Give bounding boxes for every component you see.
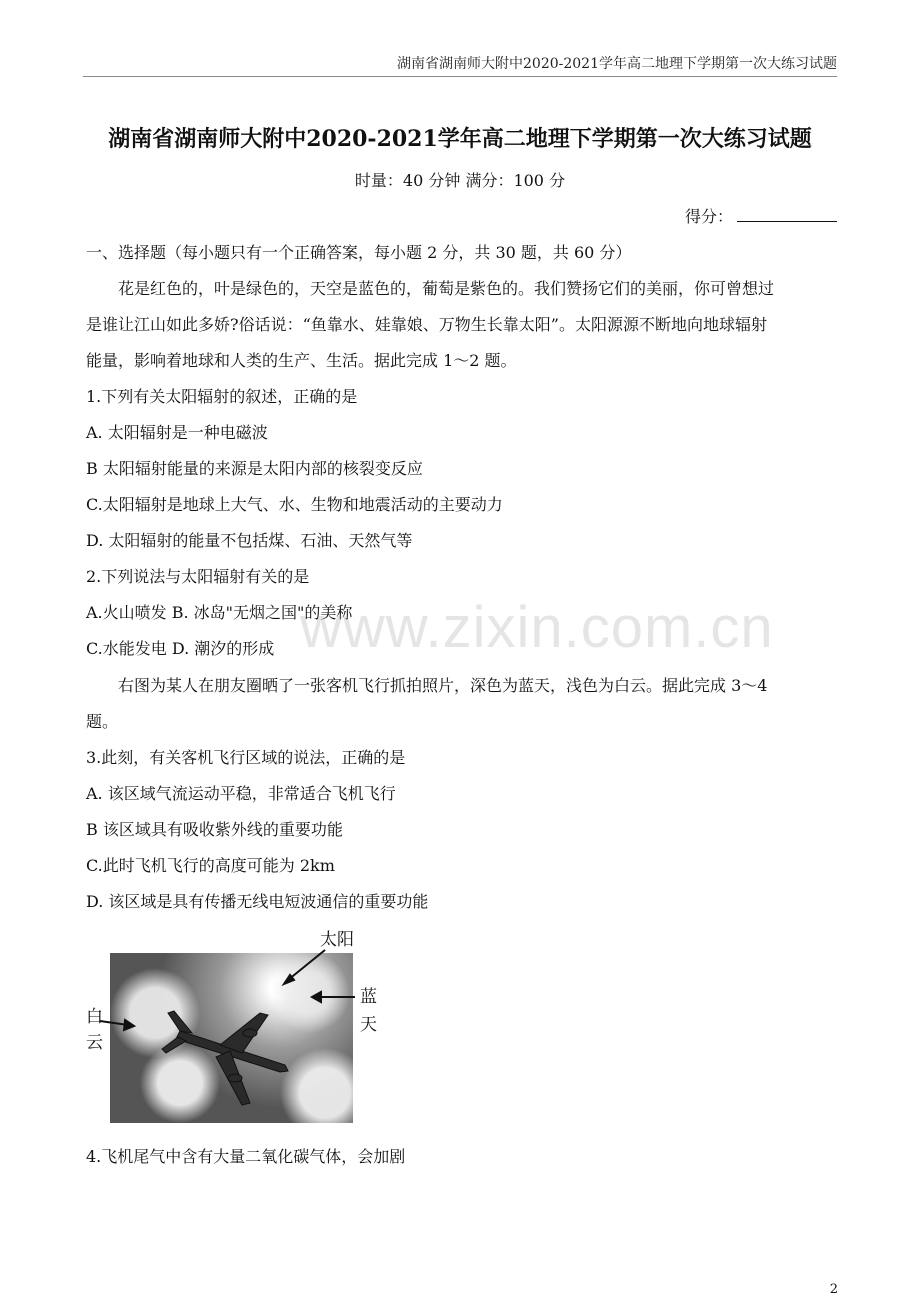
label-sun: 太阳: [320, 930, 354, 950]
passage2-line1: 右图为某人在朋友圈晒了一张客机飞行抓拍照片，深色为蓝天，浅色为白云。据此完成 3～4: [118, 676, 768, 695]
q1-option-b: B 太阳辐射能量的来源是太阳内部的核裂变反应: [86, 459, 423, 478]
passage1-line2: 是谁让江山如此多娇?俗话说：“鱼靠水、娃靠娘、万物生长靠太阳”。太阳源源不断地向地球辐射: [86, 315, 767, 334]
label-sky-1: 蓝: [360, 987, 377, 1007]
q1-stem: 1.下列有关太阳辐射的叙述，正确的是: [86, 387, 358, 406]
q3-option-b: B 该区域具有吸收紫外线的重要功能: [86, 820, 343, 839]
label-sky-2: 天: [360, 1015, 377, 1035]
q3-stem: 3.此刻，有关客机飞行区域的说法，正确的是: [86, 748, 406, 767]
watermark: www.zixin.com.cn: [300, 595, 774, 660]
running-header: 湖南省湖南师大附中2020-2021学年高二地理下学期第一次大练习试题: [397, 56, 837, 72]
passage1-line3: 能量，影响着地球和人类的生产、生活。据此完成 1～2 题。: [86, 351, 517, 370]
airplane-photo-figure: [80, 925, 390, 1130]
score-field: [685, 204, 837, 227]
score-blank: [737, 207, 837, 222]
q1-option-c: C.太阳辐射是地球上大气、水、生物和地震活动的主要动力: [86, 495, 503, 514]
figure-arrows: [80, 925, 390, 1130]
page-number: 2: [829, 1282, 838, 1297]
score-label: 得分：: [684, 207, 733, 226]
q2-stem: 2.下列说法与太阳辐射有关的是: [86, 567, 310, 586]
section-heading: 一、选择题（每小题只有一个正确答案，每小题 2 分，共 30 题，共 60 分）: [86, 243, 632, 262]
passage1-line1: 花是红色的，叶是绿色的，天空是蓝色的，葡萄是紫色的。我们赞扬它们的美丽，你可曾想过: [118, 279, 775, 298]
q2-options-cd: C.水能发电 D. 潮汐的形成: [86, 639, 275, 658]
q1-option-a: A. 太阳辐射是一种电磁波: [86, 423, 268, 442]
label-cloud-1: 白: [86, 1007, 103, 1027]
q3-option-d: D. 该区域是具有传播无线电短波通信的重要功能: [86, 892, 429, 911]
label-cloud-2: 云: [86, 1033, 103, 1053]
page-title: 湖南省湖南师大附中2020-2021学年高二地理下学期第一次大练习试题: [108, 126, 812, 152]
q3-option-c: C.此时飞机飞行的高度可能为 2km: [86, 856, 335, 875]
q3-option-a: A. 该区域气流运动平稳，非常适合飞机飞行: [86, 784, 396, 803]
header-divider: [83, 76, 837, 77]
q1-option-d: D. 太阳辐射的能量不包括煤、石油、天然气等: [86, 531, 413, 550]
passage2-line2: 题。: [86, 712, 119, 731]
q2-options-ab: A.火山喷发 B. 冰岛"无烟之国"的美称: [86, 603, 353, 622]
q4-stem: 4.飞机尾气中含有大量二氧化碳气体，会加剧: [86, 1147, 406, 1166]
time-info: 时量：40 分钟 满分：100 分: [354, 171, 566, 190]
